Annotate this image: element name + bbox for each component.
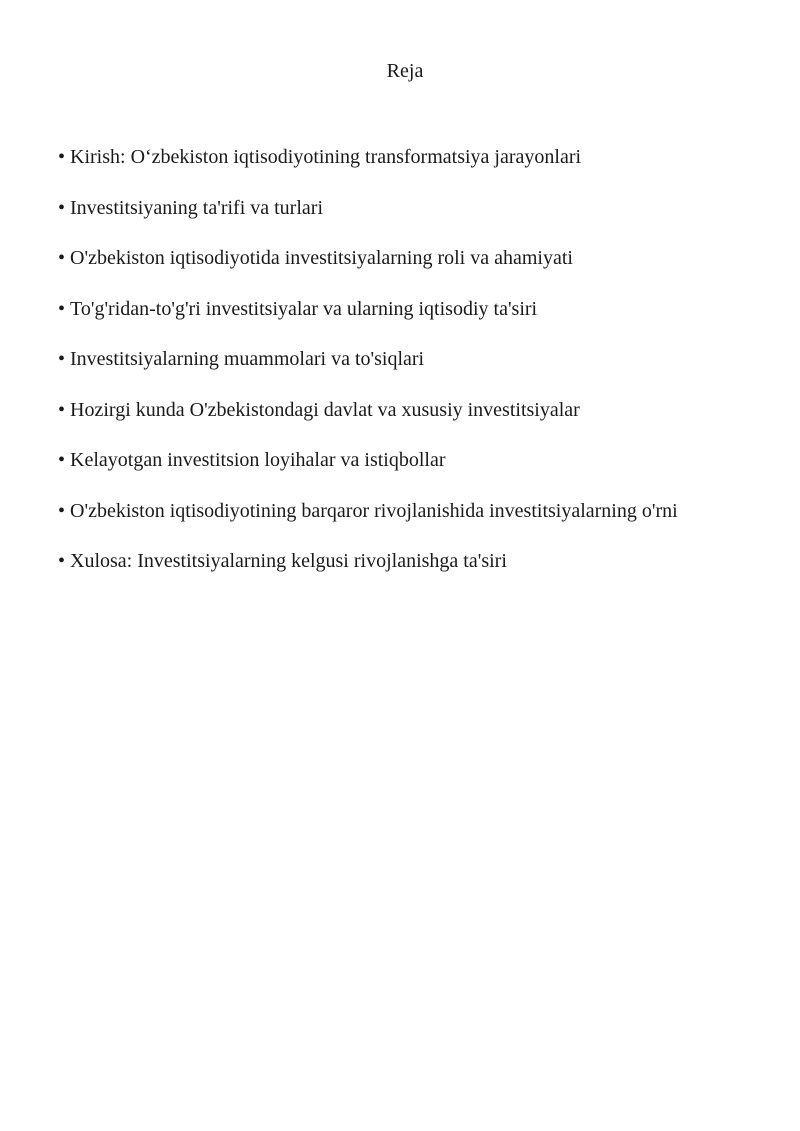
bullet-icon: • [58, 398, 66, 421]
list-item [58, 548, 788, 574]
list-item-text: Investitsiyaning ta'rifi va turlari [70, 196, 323, 219]
list-item-text: Investitsiyalarning muammolari va to'siqlari [70, 348, 425, 370]
list-item [58, 447, 788, 473]
bullet-icon: • [58, 550, 66, 572]
plan-list [58, 144, 788, 599]
bullet-icon: • [58, 499, 66, 522]
bullet-icon: • [58, 297, 66, 320]
list-item [58, 498, 788, 524]
page-title: Reja [386, 60, 424, 82]
bullet-icon: • [58, 146, 66, 168]
list-item [58, 144, 788, 170]
list-item-text: Kelayotgan investitsion loyihalar va istiqbollar [70, 449, 446, 471]
list-item [58, 296, 788, 322]
bullet-icon: • [58, 196, 66, 219]
list-item-text: To'g'ridan-to'g'ri investitsiyalar va ularning iqtisodiy ta'siri [70, 297, 538, 320]
list-item-text: Kirish: O‘zbekiston iqtisodiyotining transformatsiya jarayonlari [70, 146, 582, 168]
list-item-text: O'zbekiston iqtisodiyotining barqaror rivojlanishida investitsiyalarning o'rni [70, 499, 678, 522]
list-item [58, 346, 788, 372]
list-item-text: Xulosa: Investitsiyalarning kelgusi rivojlanishga ta'siri [70, 550, 507, 572]
bullet-icon: • [58, 247, 66, 269]
list-item-text: O'zbekiston iqtisodiyotida investitsiyalarning roli va ahamiyati [70, 247, 573, 269]
bullet-icon: • [58, 348, 66, 370]
list-item [58, 397, 788, 423]
list-item [58, 245, 788, 271]
bullet-icon: • [58, 449, 66, 471]
list-item [58, 195, 788, 221]
list-item-text: Hozirgi kunda O'zbekistondagi davlat va xususiy investitsiyalar [70, 398, 580, 421]
